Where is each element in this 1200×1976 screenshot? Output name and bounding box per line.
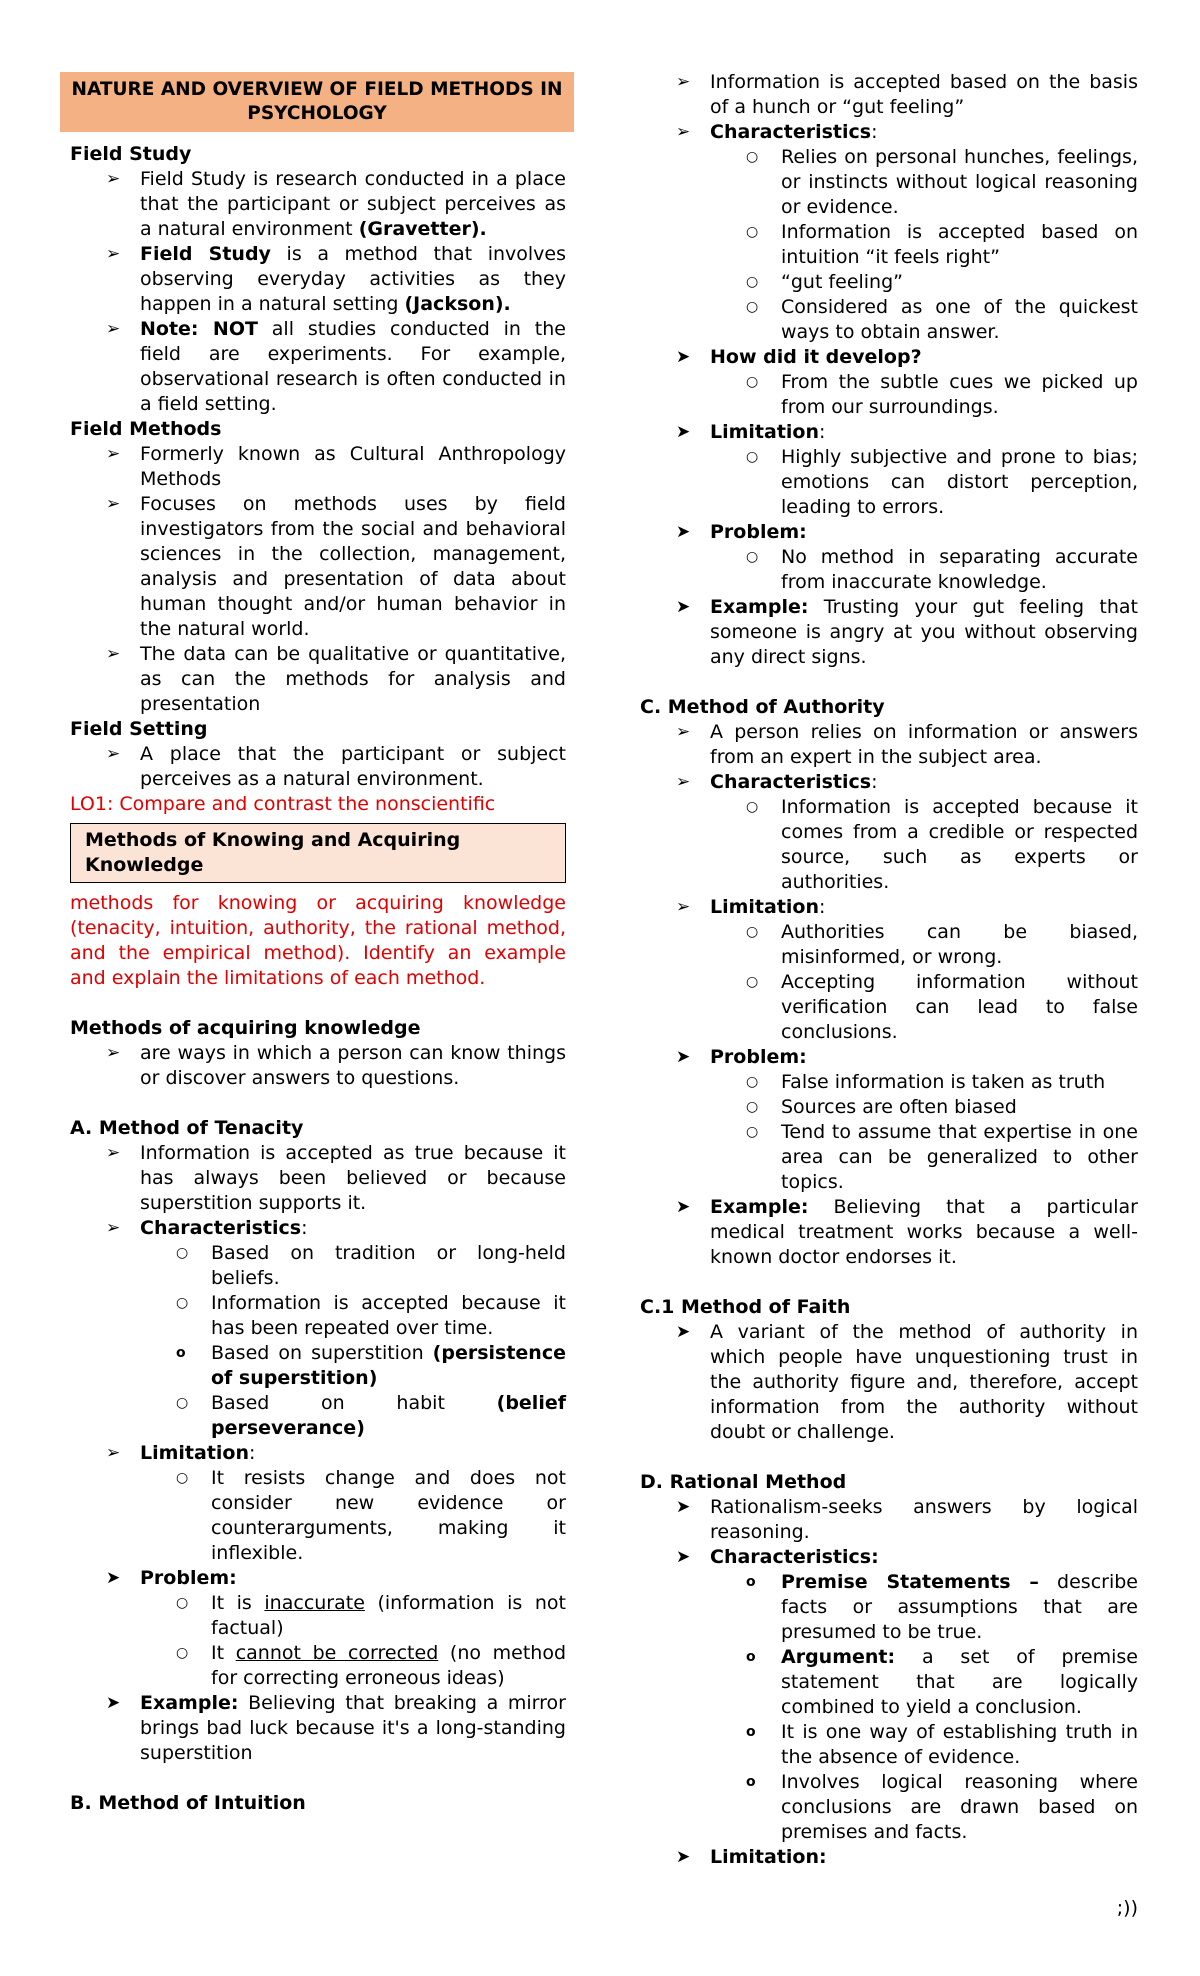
circle-bullet-icon: ○ — [746, 1124, 759, 1140]
bold-arrow-bullet-icon: ➤ — [106, 1568, 121, 1588]
list-item: ➢ Note: NOT all studies conducted in the field are experiments. For example, observational research is often conducted in a field setting. — [106, 318, 566, 415]
list-item: ➢ Formerly known as Cultural Anthropology Methods — [106, 443, 566, 490]
list-item: ○ Tend to assume that expertise in one area can be generalized to other topics. — [746, 1121, 1138, 1193]
list-item: ○ No method in separating accurate from inaccurate knowledge. — [746, 546, 1138, 593]
list-item: ➤ Limitation: — [676, 421, 826, 443]
faith-heading: C.1 Method of Faith — [640, 1296, 851, 1318]
bold-arrow-bullet-icon: ➤ — [676, 1047, 691, 1067]
circle-bullet-icon: ○ — [746, 374, 759, 390]
bold-arrow-bullet-icon: ➤ — [676, 1322, 691, 1342]
bold-arrow-bullet-icon: ➤ — [676, 1197, 691, 1217]
list-item: ➤ A variant of the method of authority in which people have unquestioning trust in the authority figure and, therefore, accept information from the authority without doubt or challenge. — [676, 1321, 1138, 1443]
circle-bullet-icon: ○ — [176, 1295, 189, 1311]
bold-arrow-bullet-icon: ➤ — [676, 1847, 691, 1867]
circle-bullet-icon: o — [746, 1574, 756, 1590]
list-item: ➢ are ways in which a person can know things or discover answers to questions. — [106, 1042, 566, 1089]
circle-bullet-icon: ○ — [746, 224, 759, 240]
learning-objective-start: LO1: Compare and contrast the nonscientific — [70, 793, 496, 815]
list-item: ➤ Example: Believing that breaking a mirror brings bad luck because it's a long-standing superstition — [106, 1692, 566, 1764]
list-item: ○ Accepting information without verification can lead to false conclusions. — [746, 971, 1138, 1043]
circle-bullet-icon: ○ — [746, 449, 759, 465]
field-methods-heading: Field Methods — [70, 418, 222, 440]
right-column — [640, 70, 1138, 1870]
list-item: ○ Information is accepted based on intuition “it feels right” — [746, 221, 1138, 268]
circle-bullet-icon: ○ — [746, 549, 759, 565]
list-item: ➢ Characteristics: — [106, 1217, 308, 1239]
list-item: ○ Authorities can be biased, misinformed, or wrong. — [746, 921, 1138, 968]
circle-bullet-icon: o — [746, 1774, 756, 1790]
arrow-bullet-icon: ➢ — [676, 722, 691, 742]
learning-objective-rest: methods for knowing or acquiring knowledge (tenacity, intuition, authority, the rational method, and the empirical method). Identify an example and explain the limitations of each method. — [70, 892, 566, 989]
list-item: ○ Based on tradition or long-held beliefs. — [176, 1242, 566, 1289]
list-item: ➢ Characteristics: — [676, 771, 878, 793]
rational-heading: D. Rational Method — [640, 1471, 847, 1493]
field-study-heading: Field Study — [70, 143, 192, 165]
arrow-bullet-icon: ➢ — [676, 72, 691, 92]
list-item: ○ Sources are often biased — [746, 1096, 1017, 1118]
list-item: ➢ Field Study is research conducted in a place that the participant or subject perceives as a natural environment (Gravetter). — [106, 168, 566, 240]
circle-bullet-icon: o — [746, 1724, 756, 1740]
arrow-bullet-icon: ➢ — [106, 1143, 121, 1163]
list-item: ➤ Example: Believing that a particular medical treatment works because a well-known doctor endorses it. — [676, 1196, 1138, 1268]
list-item: ➢ Focuses on methods uses by field investigators from the social and behavioral sciences in the collection, management, analysis and presentation of data about human thought and/or human behavior in the natural world. — [106, 493, 566, 640]
arrow-bullet-icon: ➢ — [676, 772, 691, 792]
list-item: ➤ Example: Trusting your gut feeling that someone is angry at you without observing any direct signs. — [676, 596, 1138, 668]
field-setting-heading: Field Setting — [70, 718, 208, 740]
bold-arrow-bullet-icon: ➤ — [676, 1547, 691, 1567]
list-item: ➢ Information is accepted as true because it has always been believed or because superstition supports it. — [106, 1142, 566, 1214]
circle-bullet-icon: ○ — [746, 924, 759, 940]
list-item: ➤ Problem: — [106, 1567, 237, 1589]
list-item: ○ It is inaccurate (information is not factual) — [176, 1592, 567, 1639]
circle-bullet-icon: o — [746, 1649, 756, 1665]
arrow-bullet-icon: ➢ — [106, 644, 121, 664]
bold-arrow-bullet-icon: ➤ — [676, 347, 691, 367]
list-item: o Premise Statements – describe facts or assumptions that are presumed to be true. — [746, 1571, 1138, 1643]
list-item: ➢ Field Study is a method that involves observing everyday activities as they happen in a natural setting (Jackson). — [106, 243, 567, 315]
tenacity-heading: A. Method of Tenacity — [70, 1117, 304, 1139]
list-item: ○ From the subtle cues we picked up from our surroundings. — [746, 371, 1138, 418]
list-item: ○ Based on habit (belief perseverance) — [176, 1392, 566, 1439]
list-item: ○ False information is taken as truth — [746, 1071, 1106, 1093]
list-item: ○ It cannot be corrected (no method for correcting erroneous ideas) — [176, 1642, 566, 1689]
list-item: ○ Information is accepted because it has been repeated over time. — [176, 1292, 566, 1339]
acquiring-knowledge-heading: Methods of acquiring knowledge — [70, 1017, 421, 1039]
circle-bullet-icon: ○ — [746, 149, 759, 165]
list-item: ➢ A person relies on information or answers from an expert in the subject area. — [676, 721, 1138, 768]
bold-arrow-bullet-icon: ➤ — [676, 597, 691, 617]
arrow-bullet-icon: ➢ — [106, 169, 121, 189]
list-item: ➢ The data can be qualitative or quantitative, as can the methods for analysis and presentation — [106, 643, 566, 715]
circle-bullet-icon: ○ — [746, 274, 759, 290]
list-item: ➤ Problem: — [676, 521, 807, 543]
bold-arrow-bullet-icon: ➤ — [676, 422, 691, 442]
circle-bullet-icon: ○ — [176, 1470, 189, 1486]
circle-bullet-icon: ○ — [746, 1099, 759, 1115]
list-item: ○ “gut feeling” — [746, 271, 904, 293]
list-item: ○ Relies on personal hunches, feelings, or instincts without logical reasoning or evidence. — [746, 146, 1138, 218]
list-item: ➤ How did it develop? — [676, 346, 922, 368]
arrow-bullet-icon: ➢ — [676, 897, 691, 917]
circle-bullet-icon: ○ — [176, 1395, 189, 1411]
arrow-bullet-icon: ➢ — [106, 1043, 121, 1063]
page-footer: ;)) — [1116, 1897, 1138, 1919]
arrow-bullet-icon: ➢ — [106, 1443, 121, 1463]
list-item: ○ Highly subjective and prone to bias; emotions can distort perception, leading to errors. — [746, 446, 1138, 518]
list-item: ➤ Rationalism-seeks answers by logical reasoning. — [676, 1496, 1138, 1543]
bold-arrow-bullet-icon: ➤ — [676, 522, 691, 542]
circle-bullet-icon: ○ — [176, 1595, 189, 1611]
arrow-bullet-icon: ➢ — [106, 244, 121, 264]
circle-bullet-icon: ○ — [746, 799, 759, 815]
arrow-bullet-icon: ➢ — [106, 444, 121, 464]
bold-arrow-bullet-icon: ➤ — [106, 1693, 121, 1713]
list-item: o Involves logical reasoning where conclusions are drawn based on premises and facts. — [746, 1771, 1138, 1843]
list-item: o Based on superstition (persistence of superstition) — [176, 1342, 566, 1389]
list-item: ➢ Characteristics: — [676, 121, 878, 143]
bold-arrow-bullet-icon: ➤ — [676, 1497, 691, 1517]
list-item: ➢ Limitation: — [106, 1442, 256, 1464]
list-item: ○ It resists change and does not consider new evidence or counterarguments, making it inflexible. — [176, 1467, 566, 1564]
intuition-heading: B. Method of Intuition — [70, 1792, 306, 1814]
list-item: o Argument: a set of premise statement that are logically combined to yield a conclusion. — [746, 1646, 1138, 1718]
list-item: ➢ A place that the participant or subject perceives as a natural environment. — [106, 743, 566, 790]
circle-bullet-icon: o — [176, 1345, 186, 1361]
arrow-bullet-icon: ➢ — [106, 319, 121, 339]
document-title: NATURE AND OVERVIEW OF FIELD METHODS IN PSYCHOLOGY — [60, 72, 574, 132]
arrow-bullet-icon: ➢ — [106, 1218, 121, 1238]
list-item: ➢ Limitation: — [676, 896, 826, 918]
list-item: ○ Information is accepted because it comes from a credible or respected source, such as experts or authorities. — [746, 796, 1138, 893]
arrow-bullet-icon: ➢ — [106, 744, 121, 764]
list-item: ○ Considered as one of the quickest ways to obtain answer. — [746, 296, 1138, 343]
circle-bullet-icon: ○ — [746, 1074, 759, 1090]
list-item: ➢ Information is accepted based on the basis of a hunch or “gut feeling” — [676, 71, 1138, 118]
circle-bullet-icon: ○ — [746, 974, 759, 990]
circle-bullet-icon: ○ — [176, 1645, 189, 1661]
left-column — [70, 70, 566, 1816]
authority-heading: C. Method of Authority — [640, 696, 885, 718]
section-box-heading: Methods of Knowing and Acquiring Knowledge — [70, 823, 566, 883]
list-item: ➤ Limitation: — [676, 1846, 827, 1868]
list-item: ➤ Problem: — [676, 1046, 807, 1068]
list-item: o It is one way of establishing truth in the absence of evidence. — [746, 1721, 1138, 1768]
arrow-bullet-icon: ➢ — [676, 122, 691, 142]
arrow-bullet-icon: ➢ — [106, 494, 121, 514]
circle-bullet-icon: ○ — [176, 1245, 189, 1261]
list-item: ➤ Characteristics: — [676, 1546, 879, 1568]
circle-bullet-icon: ○ — [746, 299, 759, 315]
